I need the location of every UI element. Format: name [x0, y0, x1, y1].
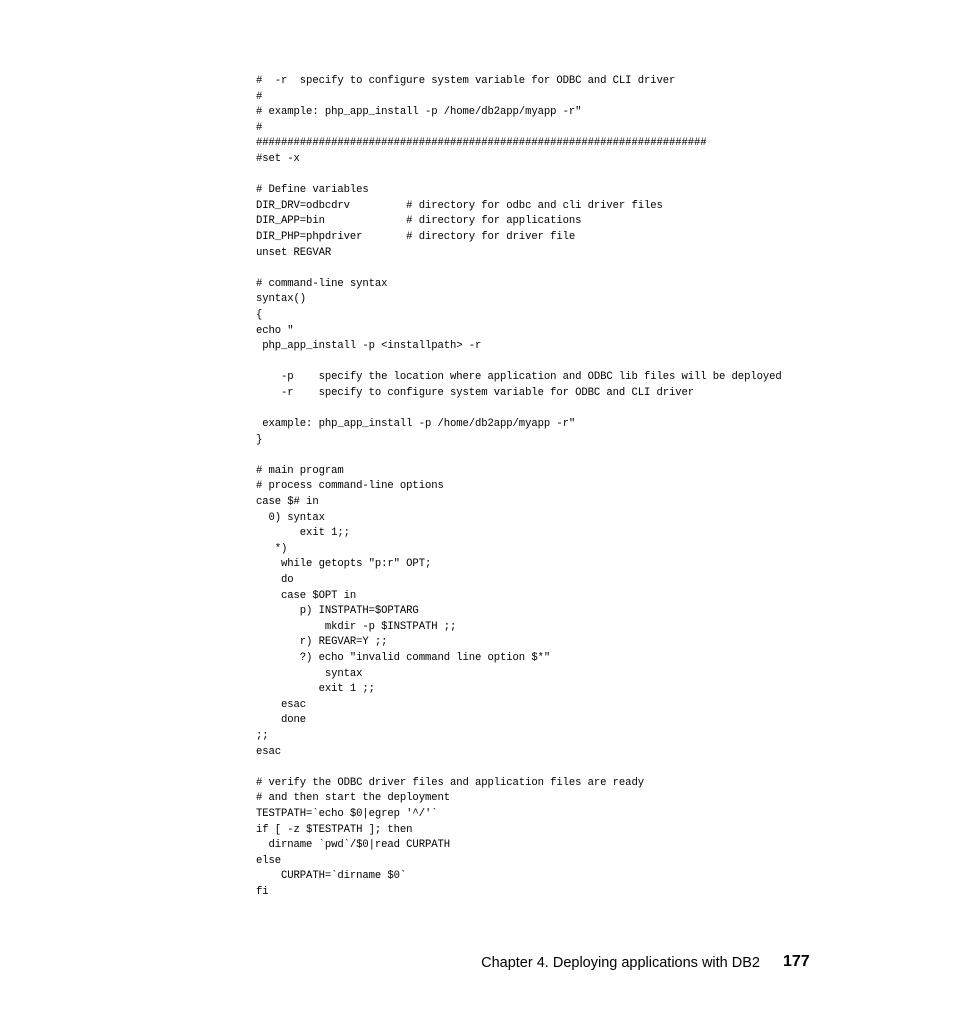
code-line: [256, 401, 916, 417]
code-line: [256, 261, 916, 277]
code-line: php_app_install -p <installpath> -r: [256, 340, 482, 353]
code-line: [256, 168, 916, 184]
code-line: # example: php_app_install -p /home/db2app/myapp -r": [256, 106, 582, 119]
code-line: r) REGVAR=Y ;;: [256, 636, 388, 649]
code-line: fi: [256, 885, 269, 898]
code-line: }: [256, 433, 263, 446]
code-line: esac: [256, 745, 282, 758]
code-line: ?) echo "invalid command line option $*": [256, 651, 551, 664]
code-line: DIR_DRV=odbcdrv # directory for odbc and cli driver files: [256, 199, 663, 212]
code-line: unset REGVAR: [256, 246, 332, 259]
code-line: case $OPT in: [256, 589, 357, 602]
code-line: do: [256, 574, 294, 586]
code-line: exit 1 ;;: [256, 683, 375, 696]
code-line: ########################################################################: [256, 137, 707, 150]
code-line: # and then start the deployment: [256, 792, 450, 805]
code-line: 0) syntax: [256, 511, 325, 524]
footer-chapter-title: Chapter 4. Deploying applications with DB2: [481, 955, 760, 971]
code-line: p) INSTPATH=$OPTARG: [256, 605, 419, 618]
code-line: #: [256, 121, 263, 134]
code-line: example: php_app_install -p /home/db2app/myapp -r": [256, 418, 576, 431]
code-line: [256, 355, 916, 371]
code-line: *): [256, 542, 288, 555]
code-line: #: [256, 90, 263, 103]
code-line: esac: [256, 698, 307, 711]
code-line: syntax(): [256, 293, 307, 306]
code-line: # -r specify to configure system variable for ODBC and CLI driver: [256, 75, 676, 87]
code-line: CURPATH=`dirname $0`: [256, 870, 407, 883]
code-line: # Define variables: [256, 184, 369, 197]
code-line: while getopts "p:r" OPT;: [256, 558, 432, 571]
code-line: # command-line syntax: [256, 277, 388, 290]
code-line: ;;: [256, 729, 269, 742]
code-line: DIR_PHP=phpdriver # directory for driver file: [256, 230, 576, 243]
footer-page-number: 177: [783, 953, 810, 970]
code-line: # process command-line options: [256, 480, 444, 493]
code-line: [256, 760, 916, 776]
code-line: # main program: [256, 464, 344, 477]
code-line: TESTPATH=`echo $0|egrep '^/'`: [256, 807, 438, 820]
code-line: done: [256, 714, 307, 727]
code-line: # verify the ODBC driver files and application files are ready: [256, 776, 644, 789]
code-line: mkdir -p $INSTPATH ;;: [256, 620, 457, 633]
code-line: {: [256, 308, 263, 321]
code-line: echo ": [256, 324, 294, 337]
page-footer: [0, 953, 954, 975]
code-listing: [256, 74, 916, 900]
code-line: else: [256, 854, 282, 867]
code-line: DIR_APP=bin # directory for applications: [256, 215, 582, 228]
code-line: if [ -z $TESTPATH ]; then: [256, 823, 413, 836]
code-line: exit 1;;: [256, 527, 350, 540]
code-line: syntax: [256, 667, 363, 680]
code-line: -p specify the location where application and ODBC lib files will be deployed: [256, 371, 782, 384]
code-line: -r specify to configure system variable for ODBC and CLI driver: [256, 386, 695, 399]
code-line: dirname `pwd`/$0|read CURPATH: [256, 839, 450, 852]
code-line: case $# in: [256, 496, 319, 509]
code-line: [256, 448, 916, 464]
code-line: #set -x: [256, 152, 300, 165]
